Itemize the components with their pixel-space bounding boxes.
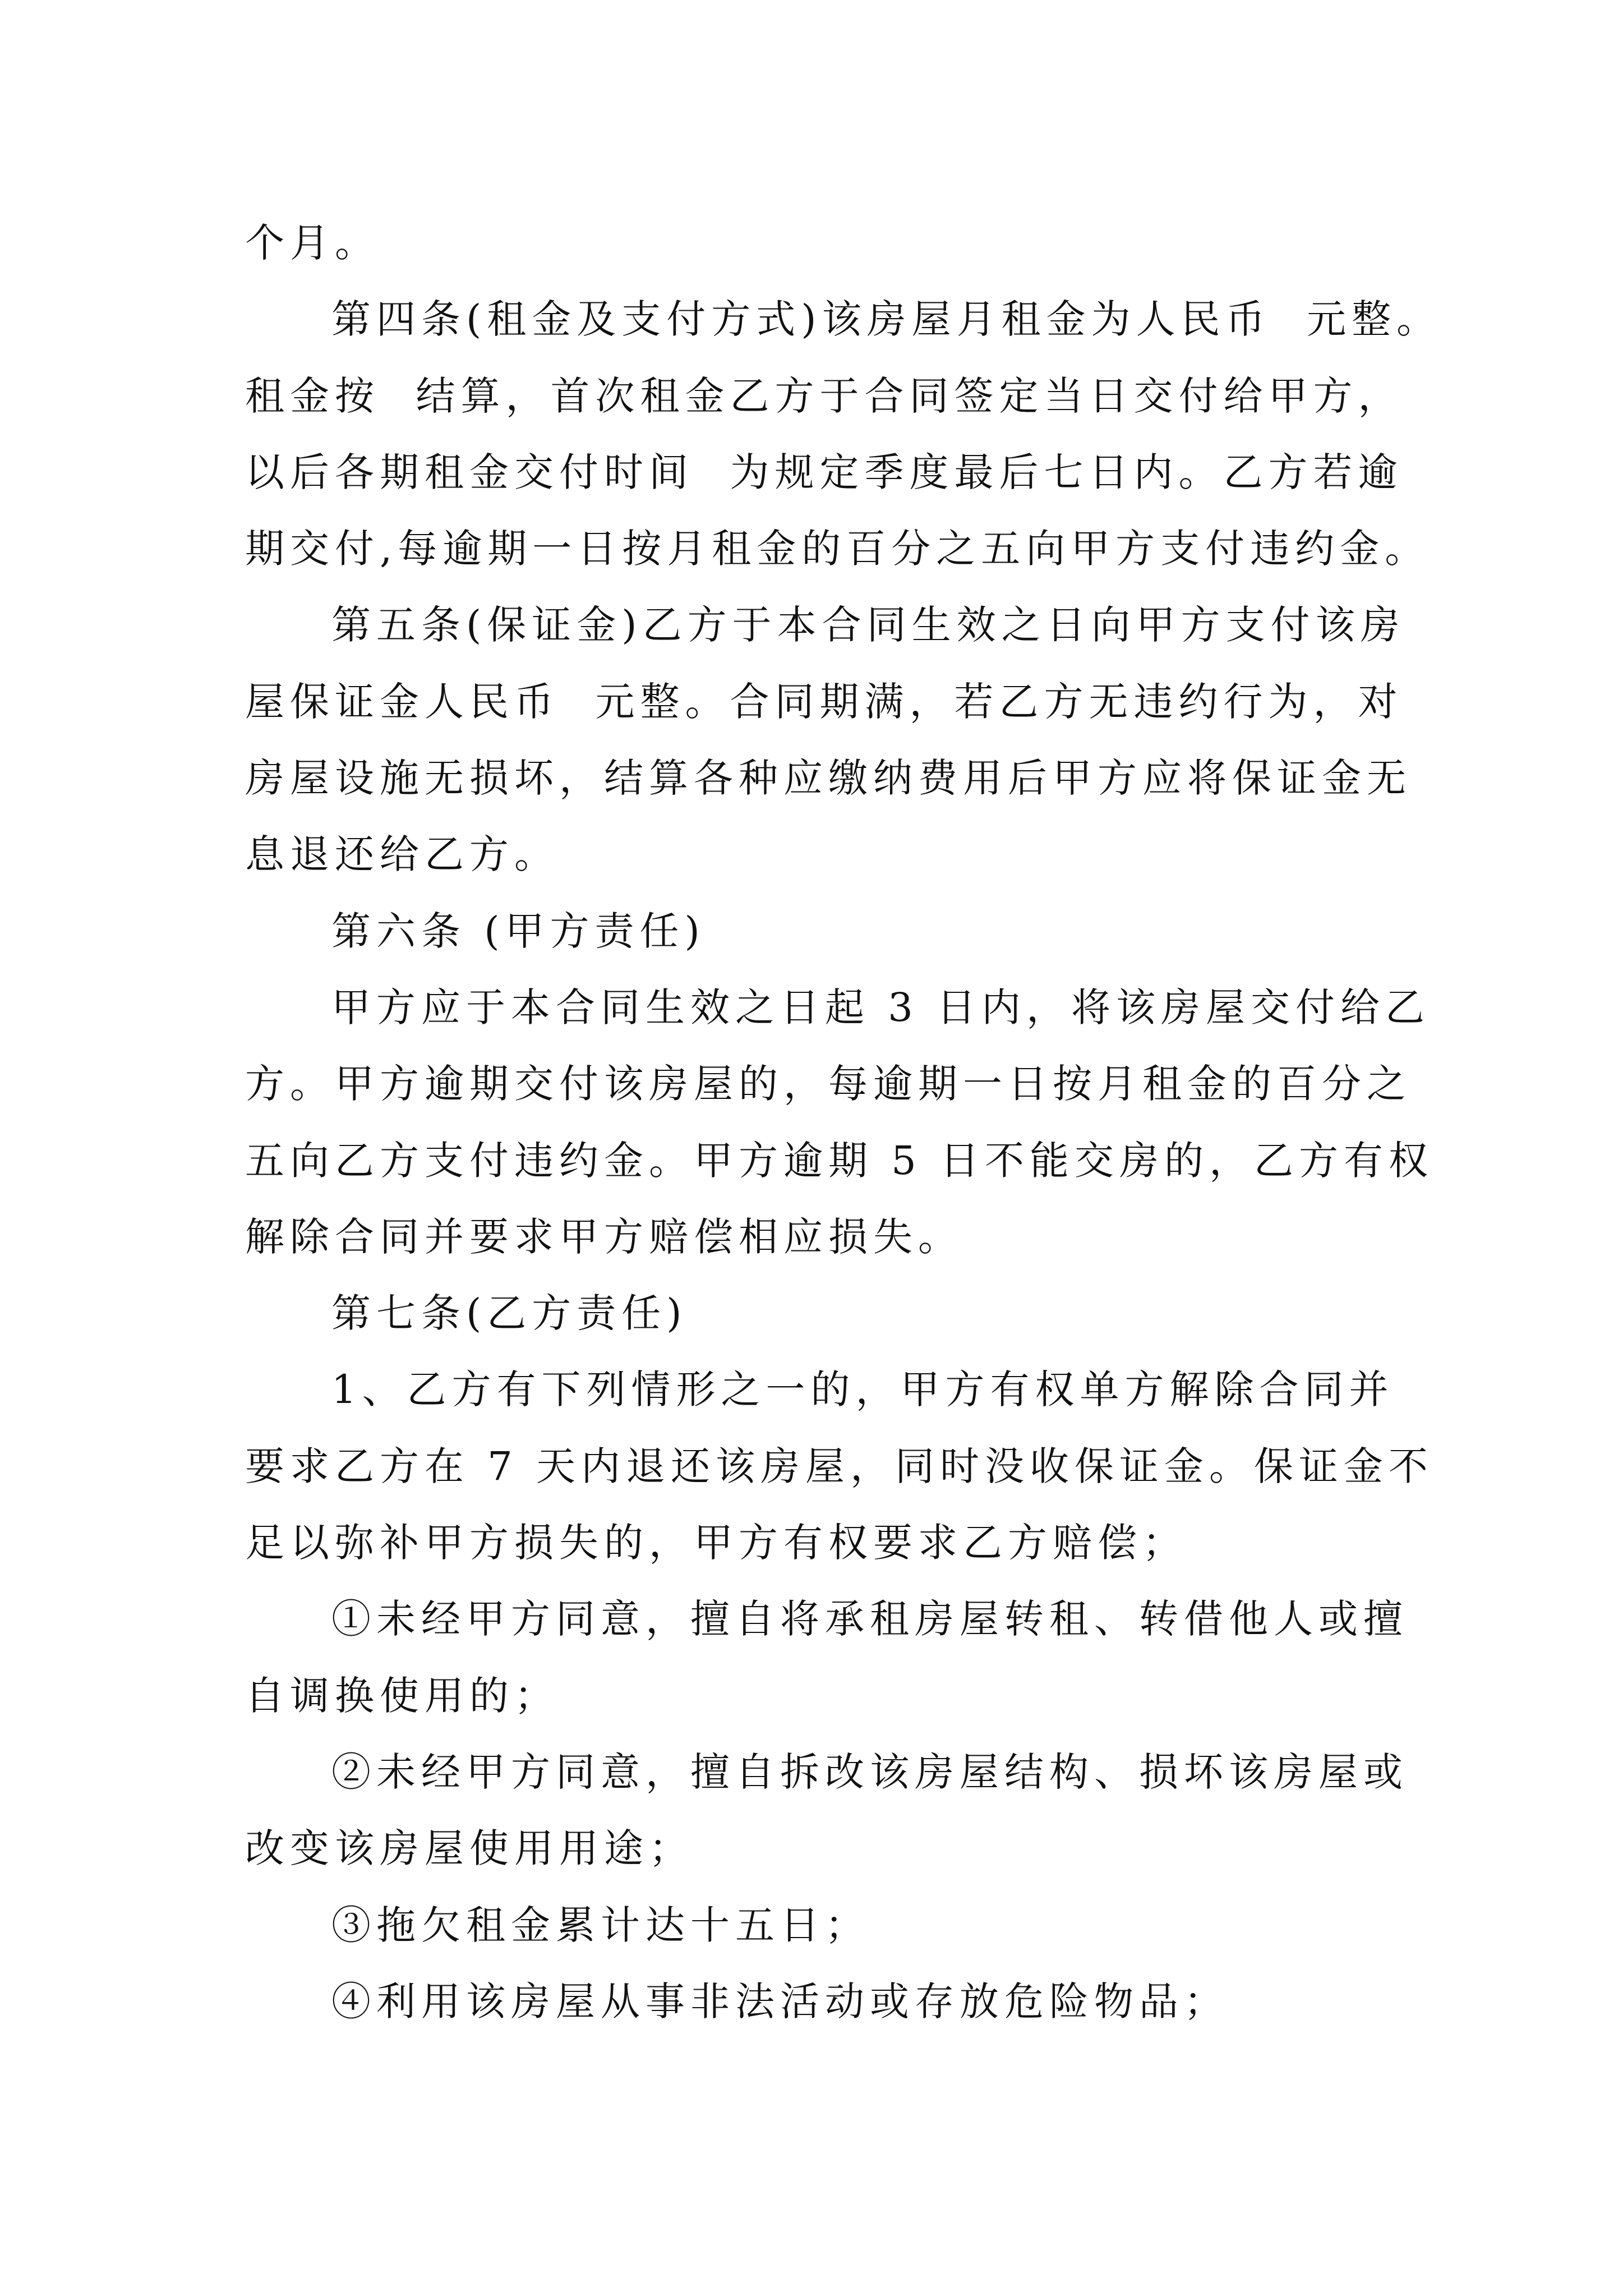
article-4-heading-line: 第四条(租金及支付方式)该房屋月租金为人民币 元整。 [331,296,1442,343]
text-line: 足以弥补甲方损失的，甲方有权要求乙方赔偿； [245,1520,1187,1566]
article-6-heading: 第六条 (甲方责任) [331,908,706,954]
text-line: 要求乙方在 7 天内退还该房屋，同时没收保证金。保证金不 [245,1443,1434,1489]
text-line: 房屋设施无损坏，结算各种应缴纳费用后甲方应将保证金无 [245,755,1412,802]
text-line: 方。甲方逾期交付该房屋的，每逾期一日按月租金的百分之 [245,1061,1412,1107]
text-line: 期交付,每逾期一日按月租金的百分之五向甲方支付违约金。 [245,526,1430,572]
text-line: 改变该房屋使用用途； [245,1825,694,1872]
list-item-3-line: ③拖欠租金累计达十五日； [331,1902,870,1948]
text-line: 息退还给乙方。 [245,831,559,878]
article-7-heading: 第七条(乙方责任) [331,1290,688,1337]
text-line: 租金按 结算，首次租金乙方于合同签定当日交付给甲方， [245,372,1403,419]
text-line: 解除合同并要求甲方赔偿相应损失。 [245,1213,963,1260]
list-item-2-line: ②未经甲方同意，擅自拆改该房屋结构、损坏该房屋或 [331,1749,1408,1795]
text-line: 五向乙方支付违约金。甲方逾期 5 日不能交房的，乙方有权 [245,1137,1434,1184]
list-item-1-line: ①未经甲方同意，擅自将承租房屋转租、转借他人或擅 [331,1596,1408,1642]
text-line: 甲方应于本合同生效之日起 3 日内，将该房屋交付给乙 [331,984,1431,1030]
clause-1-line: 1、乙方有下列情形之一的，甲方有权单方解除合同并 [331,1366,1394,1413]
text-line: 个月。 [245,220,380,266]
article-5-heading-line: 第五条(保证金)乙方于本合同生效之日向甲方支付该房 [331,602,1405,648]
document-body [245,205,1442,2040]
text-line: 自调换使用的； [245,1672,559,1719]
text-line: 以后各期租金交付时间 为规定季度最后七日内。乙方若逾 [245,449,1403,495]
text-line: 屋保证金人民币 元整。合同期满，若乙方无违约行为，对 [245,678,1403,725]
list-item-4-line: ④利用该房屋从事非法活动或存放危险物品； [331,1978,1229,2024]
